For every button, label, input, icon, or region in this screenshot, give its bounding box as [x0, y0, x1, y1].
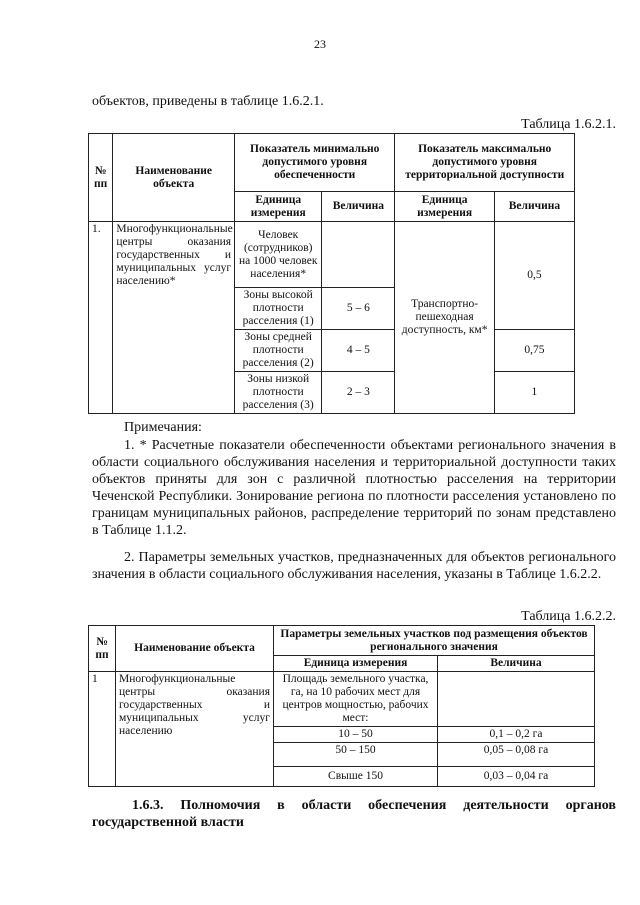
- header-unit: Единица измерения: [274, 656, 438, 672]
- notes-title: Примечания:: [124, 420, 202, 435]
- table-row: [89, 222, 575, 288]
- header-value: Величина: [322, 192, 395, 222]
- unit-cell: Свыше 150: [274, 767, 438, 787]
- unit-cell: 50 – 150: [274, 743, 438, 767]
- section-heading: [92, 797, 616, 831]
- value-cell: 0,05 – 0,08 га: [438, 743, 595, 767]
- header-params: Параметры земельных участков под размещения объектов регионального значения: [274, 626, 595, 656]
- note-2: [92, 549, 616, 583]
- unit-cell: Зоны средней плотности расселения (2): [235, 330, 322, 372]
- header-value-2: Величина: [494, 192, 574, 222]
- header-unit: Единица измерения: [235, 192, 322, 222]
- value-cell: [438, 672, 595, 727]
- header-name: Наименование объекта: [113, 134, 235, 222]
- header-max-level: Показатель максимально допустимого уровня территориальной доступности: [395, 134, 575, 192]
- unit-cell: 10 – 50: [274, 727, 438, 743]
- table-1-6-2-2: [88, 625, 595, 787]
- row-object-name: Многофункциональные центры оказания государственных и муниципальных услуг населению: [116, 672, 274, 787]
- header-num: № пп: [89, 134, 113, 222]
- row-object-name: Многофункциональные центры оказания государственных и муниципальных услуг населению*: [113, 222, 235, 414]
- table-1-6-2-1: [88, 133, 575, 414]
- header-name: Наименование объекта: [116, 626, 274, 672]
- table-row: [89, 672, 595, 727]
- note-1: [92, 437, 616, 539]
- max-value-cell: 1: [494, 372, 574, 414]
- max-value-cell: 0,75: [494, 330, 574, 372]
- intro-line: объектов, приведены в таблице 1.6.2.1.: [92, 94, 324, 109]
- table1-caption: Таблица 1.6.2.1.: [521, 117, 616, 132]
- section-heading-text: 1.6.3. Полномочия в области обеспечения деятельности органов государственной власти: [92, 798, 616, 830]
- note-2-text: 2. Параметры земельных участков, предназначенных для объектов регионального значения в области социального обслуживания населения, указаны в Таблице 1.6.2.2.: [92, 550, 616, 582]
- value-cell: 4 – 5: [322, 330, 395, 372]
- note-1-text: 1. * Расчетные показатели обеспеченности объектами регионального значения в области социального обслуживания населения и территориальной доступности таких объектов приняты для зон с различной плотностью расселения на территории Чеченской Республики. Зонирование региона по плотности расселения установлено по границам муниципальных районов, распределение территорий по зонам представлено в Таблице 1.1.2.: [92, 438, 616, 538]
- value-cell: [322, 222, 395, 288]
- header-min-level: Показатель минимально допустимого уровня обеспеченности: [235, 134, 395, 192]
- value-cell: 0,03 – 0,04 га: [438, 767, 595, 787]
- value-cell: 2 – 3: [322, 372, 395, 414]
- page-number: 23: [314, 37, 326, 51]
- header-value: Величина: [438, 656, 595, 672]
- row-num: 1.: [89, 222, 113, 414]
- header-num: № пп: [89, 626, 116, 672]
- table2-caption: Таблица 1.6.2.2.: [521, 609, 616, 624]
- unit-cell: Человек (сотрудников) на 1000 человек населения*: [235, 222, 322, 288]
- max-unit-cell: Транспортно-пешеходная доступность, км*: [395, 222, 494, 414]
- header-unit-2: Единица измерения: [395, 192, 494, 222]
- unit-cell: Зоны высокой плотности расселения (1): [235, 288, 322, 330]
- value-cell: 5 – 6: [322, 288, 395, 330]
- row-num: 1: [89, 672, 116, 787]
- value-cell: 0,1 – 0,2 га: [438, 727, 595, 743]
- max-value-cell: 0,5: [494, 222, 574, 330]
- area-description: Площадь земельного участка, га, на 10 рабочих мест для центров мощностью, рабочих мест:: [274, 672, 438, 727]
- unit-cell: Зоны низкой плотности расселения (3): [235, 372, 322, 414]
